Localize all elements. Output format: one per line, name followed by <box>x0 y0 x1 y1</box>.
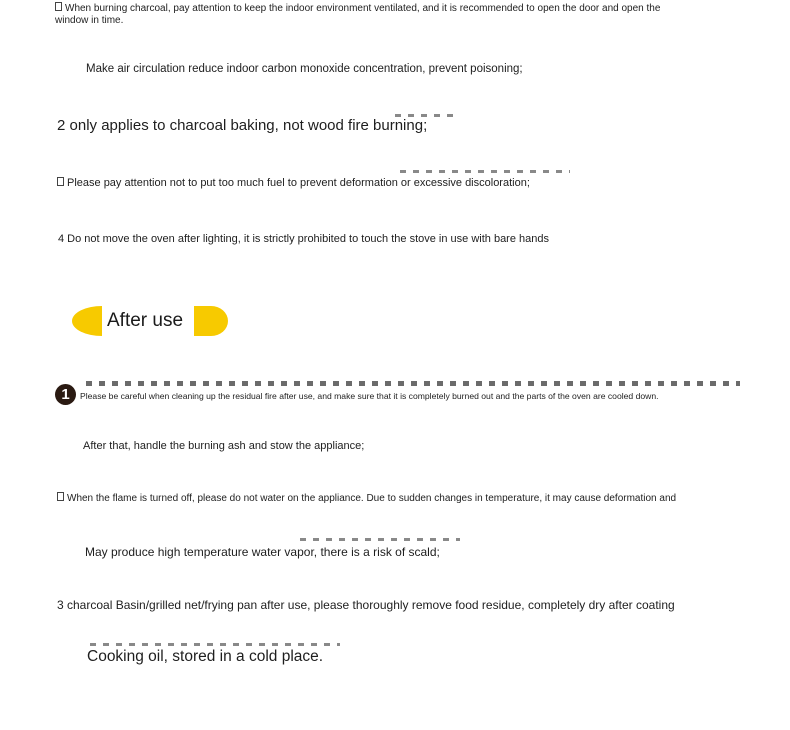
charcoal-only-note: 2 only applies to charcoal baking, not wood fire burning; <box>57 117 428 134</box>
scald-risk-note: May produce high temperature water vapor, there is a risk of scald; <box>85 545 440 559</box>
missing-glyph-icon <box>57 492 64 501</box>
no-move-note: 4 Do not move the oven after lighting, it is strictly prohibited to touch the stove in use with bare hands <box>58 233 549 245</box>
stow-appliance-note: After that, handle the burning ash and stow the appliance; <box>83 440 365 452</box>
heading-right-ornament <box>194 306 228 336</box>
faint-text-artifact <box>400 170 570 173</box>
fuel-note-text: Please pay attention not to put too much fuel to prevent deformation or excessive discoloration; <box>67 177 530 189</box>
missing-glyph-icon <box>55 2 62 11</box>
faint-text-artifact <box>90 643 340 646</box>
air-circulation-note: Make air circulation reduce indoor carbon monoxide concentration, prevent poisoning; <box>86 63 523 75</box>
heading-label: After use <box>107 310 184 331</box>
faint-text-artifact <box>300 538 460 541</box>
ventilation-note-line1: When burning charcoal, pay attention to keep the indoor environment ventilated, and it is recommended to open the door and open the <box>65 3 661 14</box>
residual-fire-note: Please be careful when cleaning up the residual fire after use, and make sure that it is completely burned out and the parts of the oven are cooled down. <box>80 391 659 401</box>
cleaning-note: 3 charcoal Basin/grilled net/frying pan after use, please thoroughly remove food residue, completely dry after coating <box>57 598 675 612</box>
number-badge: 1 <box>55 384 76 405</box>
fuel-note <box>57 177 530 189</box>
ventilation-note <box>55 2 735 27</box>
storage-note: Cooking oil, stored in a cold place. <box>87 648 324 665</box>
no-water-note-text: When the flame is turned off, please do not water on the appliance. Due to sudden changes in temperature, it may cause deformation and <box>67 493 677 504</box>
no-water-note <box>57 492 676 504</box>
faint-text-artifact <box>86 381 740 386</box>
after-use-heading <box>72 304 232 338</box>
missing-glyph-icon <box>57 177 64 186</box>
ventilation-note-line2: window in time. <box>55 15 124 26</box>
